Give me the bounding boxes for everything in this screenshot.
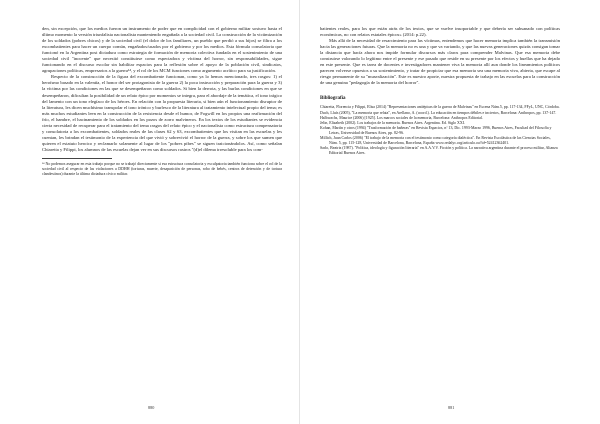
bibliography-entry: Halbwachs, Maurice (2006) [1925]. Los marcos sociales de la memoria, Barcelona: Anthropos Editorial. [320,115,483,120]
bibliography-entry: Kohan, Martín y otros (1994) "Trasformación de bañeras" en Revista Espacios, nº 13, Dic. 1993-Marzo 1996, Buenos Aires, Facultad del Filosofía y Letras, Universidad de Buenos Aires, pp. 82-96. [320,125,552,135]
paragraph-3: batientes reales, para los que están atrás de los textos, que se vuelve insoportable y que debería ser subsanado con políticas económicas, no con relatos estatales épicos» (2014: p.22). [320,26,560,38]
footnote-divider [42,158,112,159]
page-number-right: 881 [448,405,455,410]
page-number-left: 880 [148,405,155,410]
bibliography-entry: Sarlo, Beatriz (1987). "Política, ideología y figuración literaria" en A.A.V.V. Ficción y política. La narrativa argentina durante el proceso militar, Alianza Editorial Buenos Aires. [320,146,558,156]
bibliography-heading: Bibliografía [320,96,346,102]
bibliography-entry: Millich, Juan Carlos (2006) "El trabajo de la memoria con el testimonio como categoría dialéctica". En Revista Escolástica de las Ciencias Sociales, Núm. 5, pp. 115-128, Universidad de Barcelona, Barcelona, España www.redalyc.org/articulo.oa?id=52412362401. [320,136,551,146]
bibliography-entry: Duch, Lluís (2005), "La memoria que relata", en Arellano, A. (coord.). La educación en tiempos débiles e inciertos, Barcelona: Anthropos, pp. 137-147. [320,110,557,115]
right-page [300,0,600,424]
footnote: ¹⁴ No podemos asegurar en esta trabajo porque no se trabajó directamente si esa estructura consolatoria y exculpatoria también funciona sobre el rol de la sociedad civil al respecto de las violaciones a DDHH (torturas, muerte, desaparición de personas, robo de bebés, centros de detención y de tortura clandestinos) durante la última dictadura cívico militar. [42,161,282,176]
paragraph-4: Más allá de la necesidad de resarcimiento para las víctimas, entendemos que hacer memoria implica también la transmisión hacia las generaciones futuras. Que la memoria no es una y que va variando, y que las nuevas generaciones quizás consigan tomar la distancia que hacía ahora nos impide formular discursos más claros para comprender Malvinas. Que esa memoria debe construirse valorando lo legítimo entre el presente y ese pasado que reside en su presente por los efectos y huellas que ha dejado en este presente. Que es tarea de docentes e investigadores mantener viva la memoria allí aun donde los lineamientos políticos parecen volverse opuestos a su sostenimiento, y tratar de propiciar que esa memoria sea una memoria viva, abierta, que escape al riesgo permanente de su "musealización". Este es nuestro aporte, nuestra propuesta de trabajo en las escuelas para la construcción de una genuina "pedagogía de la memoria del horror". [320,38,560,86]
paragraph-2: Respecto de la construcción de la figura del excombatiente funcionan, como ya lo hemos mencionado, tres rasgos: 1) el heroísmo basado en la valentía, el honor del ser protagonista de la guerra 2) la poca instrucción y preparación para la guerra y 3) la víctima por las condiciones en las que se desempeñaron como soldados. Si bien la derrota, y las burlas condiciones en que se desempeñaron, dificultan la posibilidad de un relato épico por momentos se integra, para el abordaje de la temática, el tono trágico del lamento con un tono elegíaco de los héroes. En relación con la propuesta literaria, si bien aún el funcionamiento disruptor de la literatura, les dicen muchísimo transpolar el tono irónico y burlesco de la literatura al tratamiento intelectual propio del tema; es más muchos estudiantes leen en la construcción de la resistencia desde el humor, de Fogwill en los propios una reafirmación del frío, el hambre, el hacinamiento de los soldados en los pozos de zorro malvineros. En los textos de los estudiantes se evidencia cierta necesidad de recuperar para el tratamiento del tema rasgos del relato épico y el nacionalista como estructura compensatoria y consolatoria a los excombatientes, soldados reales de las clases 62 y 63, excombatientes que los visitan en las escuelas y les cuentan, les brindan el testimonio de la experiencia del que vivió y sobrevivió el horror de la guerra, y sobre los que sumen que quieren el estatuto heroico y reclamarlo solamente al lugar de los "pobres pibes" se siguen traicionándolos. Así, como señalan Chiaretta y Filippi, los alumnos de las escuelas dejan ver en sus discursos rastros "(d)el dilema irresoluble para los com- [42,74,282,152]
bibliography-entry: Jelin, Elizabeth (2002). Los trabajos de la memoria. Buenos Aires. Argentina. Ed. Siglo XXI. [320,120,465,125]
bibliography-entry: Chiaretta, Florencia y Filippi, Elisa (2014) "Representaciones antiépicas de la guerra de Malvinas" en Escena Núm.5, pp. 117-134, FFyL, UNC, Córdoba. [320,105,560,110]
paragraph-1: den, sin excepción, que los medios fueron un instrumento de poder que en complicidad con el gobierno militar sostuvo hasta el último momento la versión triunfalista nacionalista manteniendo engañada a la sociedad civil. La construcción de la victimización de los soldados (pobres chicos) y de la sociedad civil (el dolor de los familiares, un pueblo que perdió a sus hijos) se filtra a los excombatientes para hacer un cuerpo común, engañados/usados por el gobierno y por los medios. Esta fórmula consolatoria que funcionó en la Argentina post dictadura como estrategia de formación de memoria colectiva fundada en el sostenimiento de una sociedad civil "inocente" que necesitó constituirse como espectadora y víctima del horror, sin responsabilidades, sigue funcionando en el discurso escolar sin habilitar espacios para la reflexión sobre el apoyo de la población civil, sindicatos, agrupaciones políticas, empresarios a la guerra¹⁴, y el rol de los MCM funciones como argumento acrítico para su justificación. [42,26,282,74]
